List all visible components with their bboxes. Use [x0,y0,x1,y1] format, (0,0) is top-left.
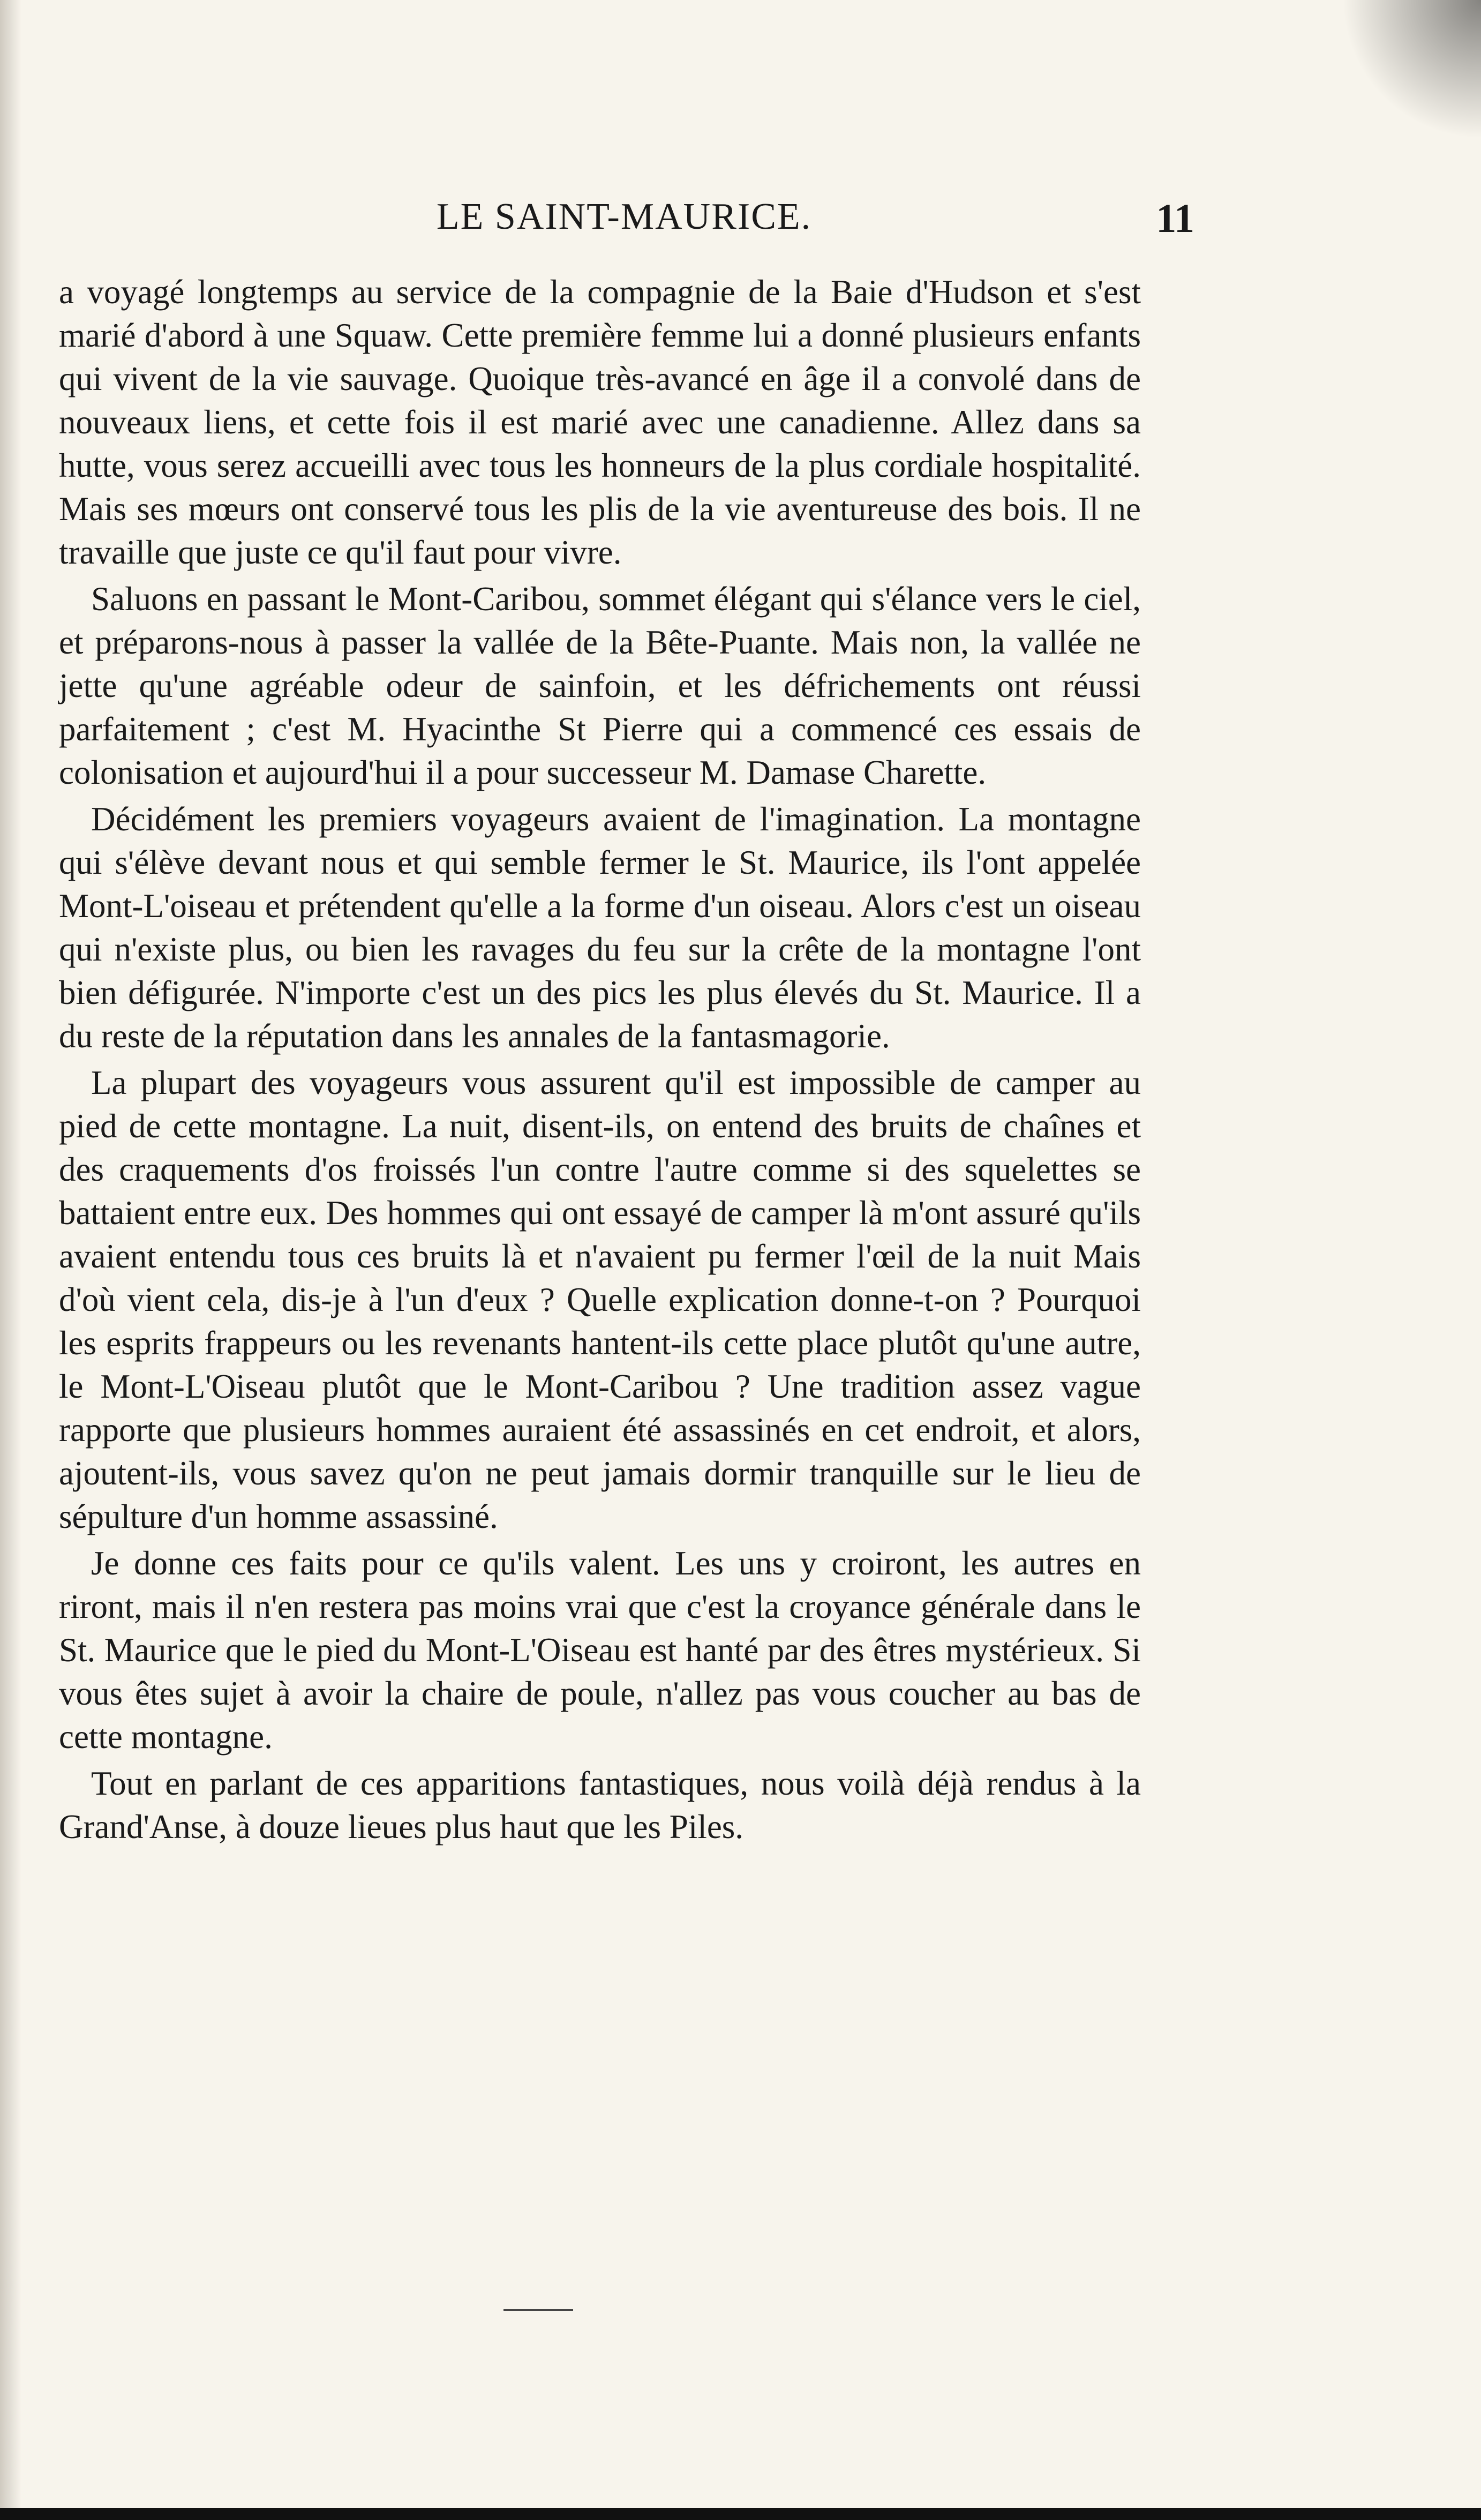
page-gutter-shadow [0,0,21,2520]
paragraph-1: a voyagé longtemps au service de la compagnie de la Baie d'Hudson et s'est marié d'abord à une Squaw. Cette première femme lui a donné plusieurs enfants qui vivent de la vie sauvage. Quoique très-avancé en âge il a convolé dans de nouveaux liens, et cette fois il est marié avec une canadienne. Allez dans sa hutte, vous serez accueilli avec tous les honneurs de la plus cordiale hospitalité. Mais ses mœurs ont conservé tous les plis de la vie aventureuse des bois. Il ne travaille que juste ce qu'il faut pour vivre. [59,273,1141,571]
page-header [54,190,1194,249]
paragraph-5: Je donne ces faits pour ce qu'ils valent. Les uns y croiront, les autres en riront, mais il n'en restera pas moins vrai que c'est la croyance générale dans le St. Maurice que le pied du Mont-L'Oiseau est hanté par des êtres mystérieux. Si vous êtes sujet à avoir la chaire de poule, n'allez pas vous coucher au bas de cette montagne. [59,1544,1141,1756]
end-mark [503,2290,553,2314]
scan-bottom-edge [0,2508,1481,2520]
body-text [59,271,1141,1852]
corner-stain [1342,0,1481,139]
paragraph-3: Décidément les premiers voyageurs avaient de l'imagination. La montagne qui s'élève devant nous et qui semble fermer le St. Maurice, ils l'ont appelée Mont-L'oiseau et prétendent qu'elle a la forme d'un oiseau. Alors c'est un oiseau qui n'existe plus, ou bien les ravages du feu sur la crête de la montagne l'ont bien défigurée. N'importe c'est un des pics les plus élevés du St. Maurice. Il a du reste de la réputation dans les annales de la fantasmagorie. [59,800,1141,1055]
running-title: LE SAINT-MAURICE. [436,196,812,237]
end-rule [503,2309,573,2311]
page-number: 11 [1156,196,1194,241]
paragraph-2: Saluons en passant le Mont-Caribou, sommet élégant qui s'élance vers le ciel, et préparons-nous à passer la vallée de la Bête-Puante. Mais non, la vallée ne jette qu'une agréable odeur de sainfoin, et les défrichements ont réussi parfaitement ; c'est M. Hyacinthe St Pierre qui a commencé ces essais de colonisation et aujourd'hui il a pour successeur M. Damase Charette. [59,580,1141,791]
paragraph-4: La plupart des voyageurs vous assurent qu'il est impossible de camper au pied de cette montagne. La nuit, disent-ils, on entend des bruits de chaînes et des craquements d'os froissés l'un contre l'autre comme si des squelettes se battaient entre eux. Des hommes qui ont essayé de camper là m'ont assuré qu'ils avaient entendu tous ces bruits là et n'avaient pu fermer l'œil de la nuit Mais d'où vient cela, dis-je à l'un d'eux ? Quelle explication donne-t-on ? Pourquoi les esprits frappeurs ou les revenants hantent-ils cette place plutôt qu'une autre, le Mont-L'Oiseau plutôt que le Mont-Caribou ? Une tradition assez vague rapporte que plusieurs hommes auraient été assassinés en cet endroit, et alors, ajoutent-ils, vous savez qu'on ne peut jamais dormir tranquille sur le lieu de sépulture d'un homme assassiné. [59,1064,1141,1535]
paragraph-6: Tout en parlant de ces apparitions fantastiques, nous voilà déjà rendus à la Grand'Anse, à douze lieues plus haut que les Piles. [59,1765,1141,1846]
